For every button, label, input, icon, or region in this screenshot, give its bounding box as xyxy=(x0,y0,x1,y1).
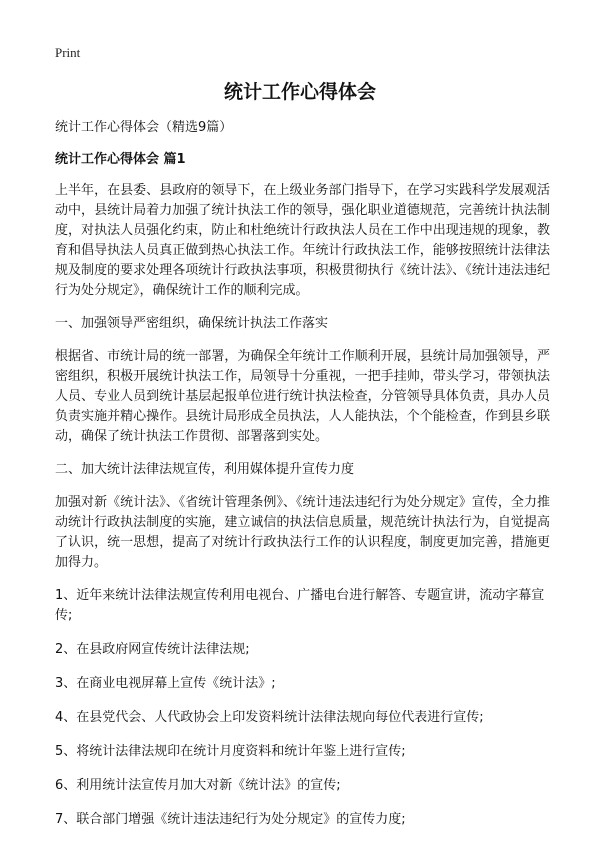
print-link[interactable]: Print xyxy=(55,45,81,60)
document-subtitle: 统计工作心得体会（精选9篇） xyxy=(55,120,233,135)
page-title: 统计工作心得体会 xyxy=(223,81,376,103)
subheading-publicity: 二、加大统计法律法规宣传，利用媒体提升宣传力度 xyxy=(55,462,355,477)
section-heading: 统计工作心得体会 篇1 xyxy=(55,152,186,167)
subheading-leadership: 一、加强领导严密组织，确保统计执法工作落实 xyxy=(55,316,329,331)
list-item: 2、在县政府网宣传统计法律法规; xyxy=(55,642,250,657)
list-item: 3、在商业电视屏幕上宣传《统计法》; xyxy=(55,676,276,691)
document-body xyxy=(55,118,550,844)
list-item: 5、将统计法律法规印在统计月度资料和统计年鉴上进行宣传; xyxy=(55,744,406,759)
paragraph-publicity: 加强对新《统计法》、《省统计管理条例》、《统计违法违纪行为处分规定》宣传，全力推动统计行政执法制度的实施，建立诚信的执法信息质量，规范统计执法行为，自觉提高了认识，统一思想，提高了对统计行政执法行工作的认识程度，制度更加完善，措施更加得力。 xyxy=(55,495,550,570)
paragraph-leadership: 根据省、市统计局的统一部署，为确保全年统计工作顺利开展，县统计局加强领导，严密组织，积极开展统计执法工作，局领导十分重视，一把手挂帅，带头学习，带领执法人员、专业人员到统计基层起报单位进行统计执法检查，分管领导具体负责，具办人员负责实施并精心操作。县统计局形成全员执法，人人能执法，个个能检查，作到县乡联动，确保了统计执法工作贯彻、部署落到实处。 xyxy=(55,349,550,444)
list-item: 4、在县党代会、人代政协会上印发资料统计法律法规向每位代表进行宣传; xyxy=(55,710,484,725)
list-item: 6、利用统计法宣传月加大对新《统计法》的宣传; xyxy=(55,778,341,793)
list-item: 1、近年来统计法律法规宣传利用电视台、广播电台进行解答、专题宣讲，流动字幕宣传; xyxy=(55,588,545,623)
list-item: 7、联合部门增强《统计违法违纪行为处分规定》的宣传力度; xyxy=(55,812,406,827)
paragraph-intro: 上半年，在县委、县政府的领导下，在上级业务部门指导下，在学习实践科学发展观活动中，县统计局着力加强了统计执法工作的领导，强化职业道德规范，完善统计执法制度，对执法人员强化约束，防止和杜绝统计行政执法人员在工作中出现违规的现象，教育和倡导执法人员真正做到热心执法工作。年统计行政执法工作，能够按照统计法律法规及制度的要求处理各项统计行政执法事项，积极贯彻执行《统计法》、《统计违法违纪行为处分规定》，确保统计工作的顺利完成。 xyxy=(55,183,550,298)
